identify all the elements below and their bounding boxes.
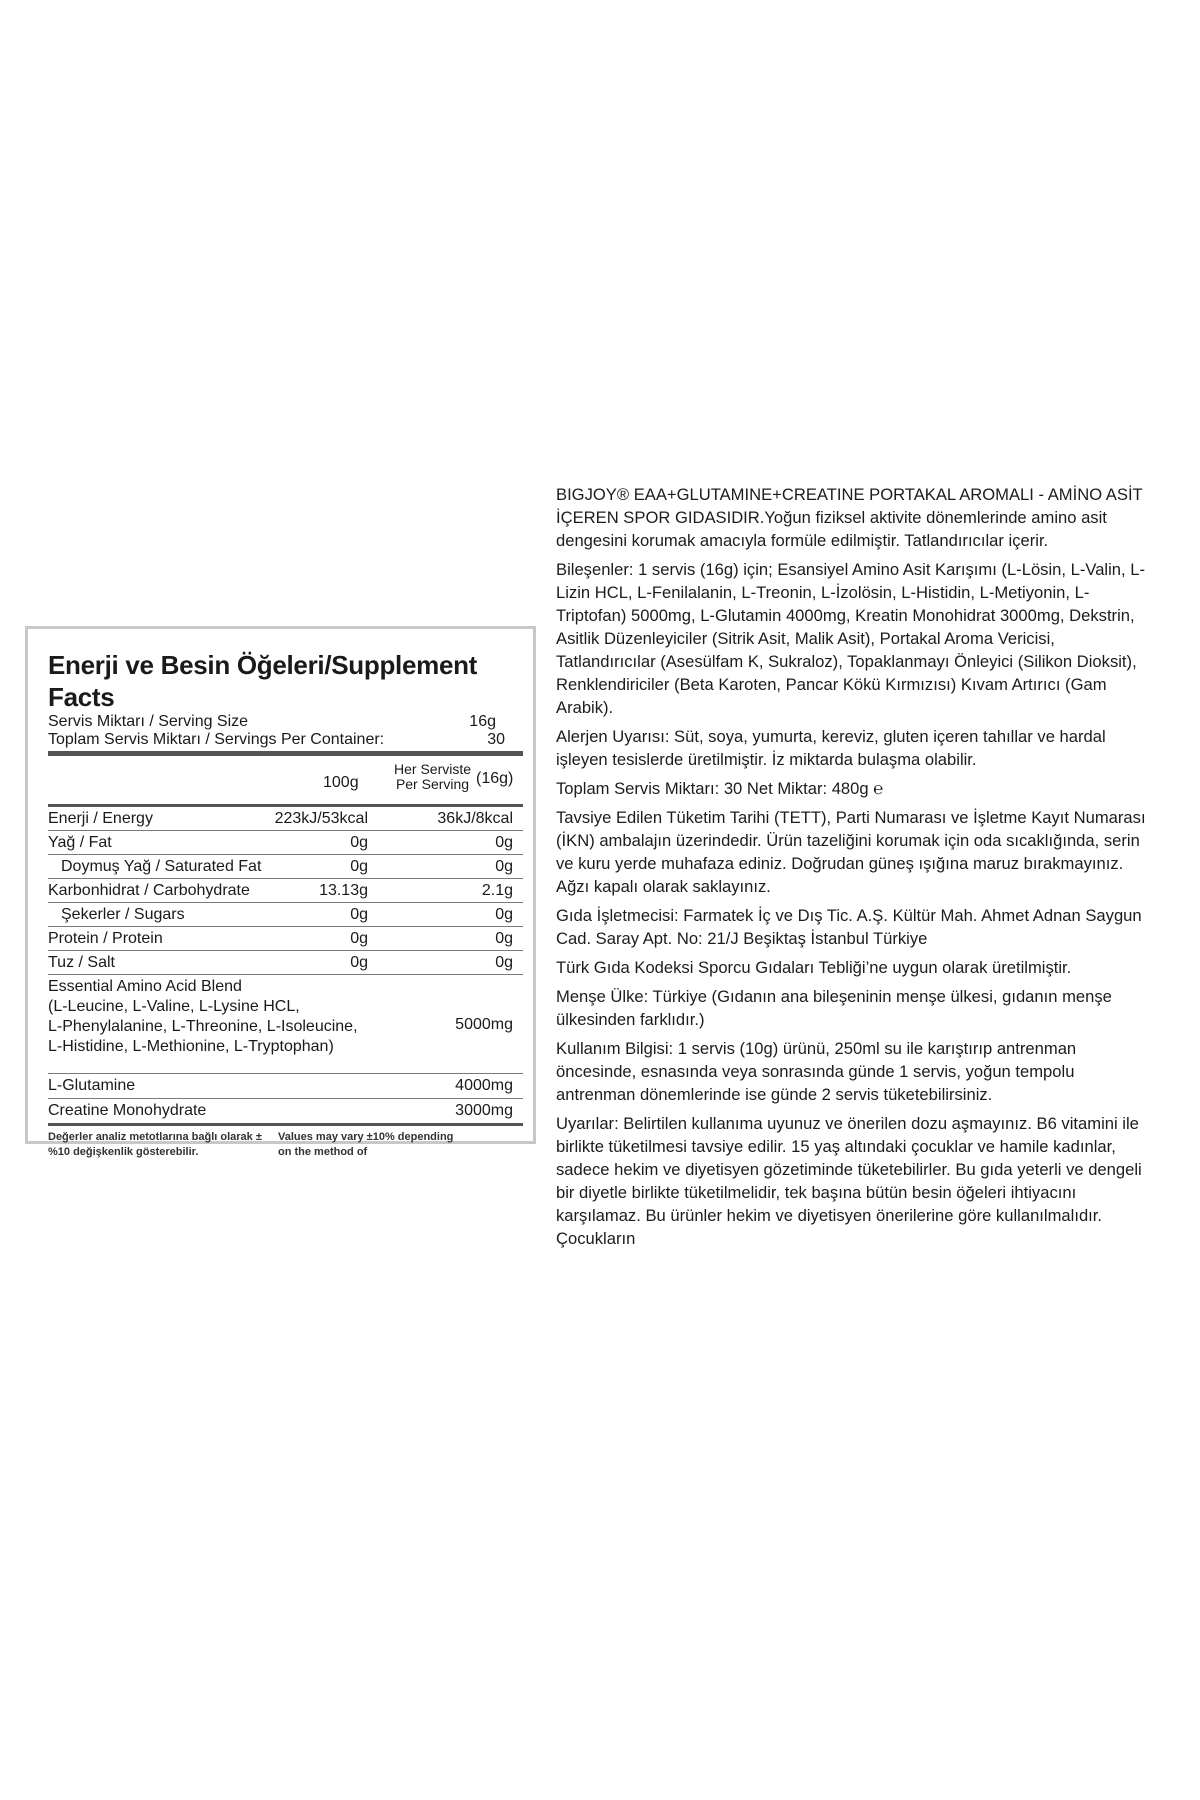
allergen-warning: Alerjen Uyarısı: Süt, soya, yumurta, kereviz, gluten içeren tahıllar ve hardal işleyen tesislerde üretilmiştir. İz miktarda bulaşma olabilir. [556,727,1106,769]
column-serving-en: Per Serving [395,776,470,792]
nutrient-per-100g: 0g [350,858,368,875]
glutamine-label: L-Glutamine [48,1077,136,1094]
column-serving-tr: Her Serviste [394,761,472,777]
glutamine-row [48,1074,523,1098]
footnote-tr: Değerler analiz metotlarına bağlı olarak ±%10 değişkenlik gösterebilir. [48,1131,262,1158]
warnings: Uyarılar: Belirtilen kullanıma uyunuz ve önerilen dozu aşmayınız. B6 vitamini ile birlikte tüketilmesi tavsiye edilir. 15 yaş altındaki çocuklar ve hamile kadınlar, sadece hekim ve diyetisyen gözetiminde tüketebilirler. Bu gıda yeterli ve dengeli bir diyetle birlikte tüketilmelidir, tek başına bütün besin öğeleri ihtiyacını karşılamaz. Bu ürünler hekim ve diyetisyen önerilerine göre kullanılmalıdır. Çocukların [556,1114,1142,1248]
creatine-value: 3000mg [455,1102,513,1119]
food-operator: Gıda İşletmecisi: Farmatek İç ve Dış Tic. A.Ş. Kültür Mah. Ahmet Adnan Saygun Cad. Saray Apt. No: 21/J Beşiktaş İstanbul Türkiye [556,906,1142,948]
ingredients: Bileşenler: 1 servis (16g) için; Esansiyel Amino Asit Karışımı (L-Lösin, L-Valin, L-Lizin HCL, L-Fenilalanin, L-Treonin, L-İzolösin, L-Histidin, L-Metiyonin, L-Triptofan) 5000mg, L-Glutamin 4000mg, Kreatin Monohidrat 3000mg, Dekstrin, Asitlik Düzenleyiciler (Sitrik Asit, Malik Asit), Portakal Aroma Vericisi, Tatlandırıcılar (Asesülfam K, Sukraloz), Topaklanmayı Önleyici (Silikon Dioksit), Renklendiriciler (Beta Karoten, Pancar Kökü Kırmızısı) Kıvam Artırıcı (Gam Arabik). [556,560,1145,717]
supplement-facts-content [48,649,523,1162]
servings-value: 30 [487,731,505,748]
supplement-facts-panel [25,626,536,1158]
nutrient-per-serving: 0g [495,930,513,947]
nutrient-label: Enerji / Energy [48,810,153,827]
creatine-label: Creatine Monohydrate [48,1102,207,1119]
nutrient-label: Şekerler / Sugars [61,906,185,923]
country-of-origin: Menşe Ülke: Türkiye (Gıdanın ana bileşeninin menşe ülkesi, gıdanın menşe ülkesinden farklıdır.) [556,987,1112,1029]
nutrient-per-100g: 223kJ/53kcal [274,810,368,827]
nutrient-per-100g: 0g [350,954,368,971]
nutrient-row [48,927,523,950]
nutrient-label: Tuz / Salt [48,954,115,971]
nutrient-per-serving: 0g [495,954,513,971]
nutrient-row [48,807,523,830]
usage-info: Kullanım Bilgisi: 1 servis (10g) ürünü, 250ml su ile karıştırıp antrenman öncesinde, esnasında veya sonrasında günde 1 servis, yoğun tempolu antrenman dönemlerinde ise günde 2 servis tüketebilirsiniz. [556,1039,1077,1104]
nutrient-per-100g: 0g [350,930,368,947]
nutrient-per-serving: 2.1g [481,882,513,899]
nutrient-row [48,831,523,854]
nutrient-per-serving: 0g [495,906,513,923]
column-100g: 100g [323,774,359,791]
column-header [48,756,523,804]
footnote [48,1126,523,1162]
nutrient-per-serving: 36kJ/8kcal [437,810,513,827]
nutrient-per-100g: 13.13g [319,882,368,899]
nutrient-per-100g: 0g [350,834,368,851]
amino-acid-blend-label: Essential Amino Acid Blend (L-Leucine, L-Valine, L-Lysine HCL, L-Phenylalanine, L-Threonine, L-Isoleucine, L-Histidine, L-Methionine, L-Tryptophan) [48,978,358,1055]
nutrient-per-serving: 0g [495,834,513,851]
nutrient-per-100g: 0g [350,906,368,923]
storage-info: Tavsiye Edilen Tüketim Tarihi (TETT), Parti Numarası ve İşletme Kayıt Numarası (İKN) ambalajın üzerindedir. Ürün tazeliğini korumak için oda sıcaklığında, serin ve kuru yerde muhafaza ediniz. Doğrudan güneş ışığına maruz bırakmayınız. Ağzı kapalı olarak saklayınız. [556,808,1146,896]
footnote-en: Values may vary ±10% depending on the method of [278,1131,454,1158]
nutrient-label: Doymuş Yağ / Saturated Fat [61,858,262,875]
product-intro: BIGJOY® EAA+GLUTAMINE+CREATINE PORTAKAL AROMALI - AMİNO ASİT İÇEREN SPOR GIDASIDIR.Yoğun fiziksel aktivite dönemlerinde amino asit dengesini korumak amacıyla formüle edilmiştir. Tatlandırıcılar içerir. [556,485,1143,550]
nutrient-row [48,951,523,974]
glutamine-value: 4000mg [455,1077,513,1094]
nutrient-label: Karbonhidrat / Carbohydrate [48,882,250,899]
nutrient-row [48,855,523,878]
amino-acid-blend-value: 5000mg [455,1016,513,1033]
serving-size-label: Servis Miktarı / Serving Size [48,713,249,730]
nutrient-per-serving: 0g [495,858,513,875]
servings-label: Toplam Servis Miktarı / Servings Per Container: [48,731,385,748]
serving-size-value: 16g [469,713,496,730]
servings-per-container-row [48,731,523,749]
nutrient-row [48,903,523,926]
net-quantity: Toplam Servis Miktarı: 30 Net Miktar: 480g ℮ [556,779,884,798]
creatine-row [48,1099,523,1123]
amino-acid-blend-row [48,975,523,1073]
nutrient-row [48,879,523,902]
nutrient-label: Yağ / Fat [48,834,112,851]
regulation-note: Türk Gıda Kodeksi Sporcu Gıdaları Tebliği’ne uygun olarak üretilmiştir. [556,958,1072,977]
column-serving-amount: (16g) [476,770,514,787]
facts-title: Enerji ve Besin Öğeleri/Supplement Facts [48,650,478,712]
product-description [556,483,1156,1256]
serving-size-row [48,713,523,731]
column-per-serving [394,762,471,792]
nutrient-label: Protein / Protein [48,930,163,947]
